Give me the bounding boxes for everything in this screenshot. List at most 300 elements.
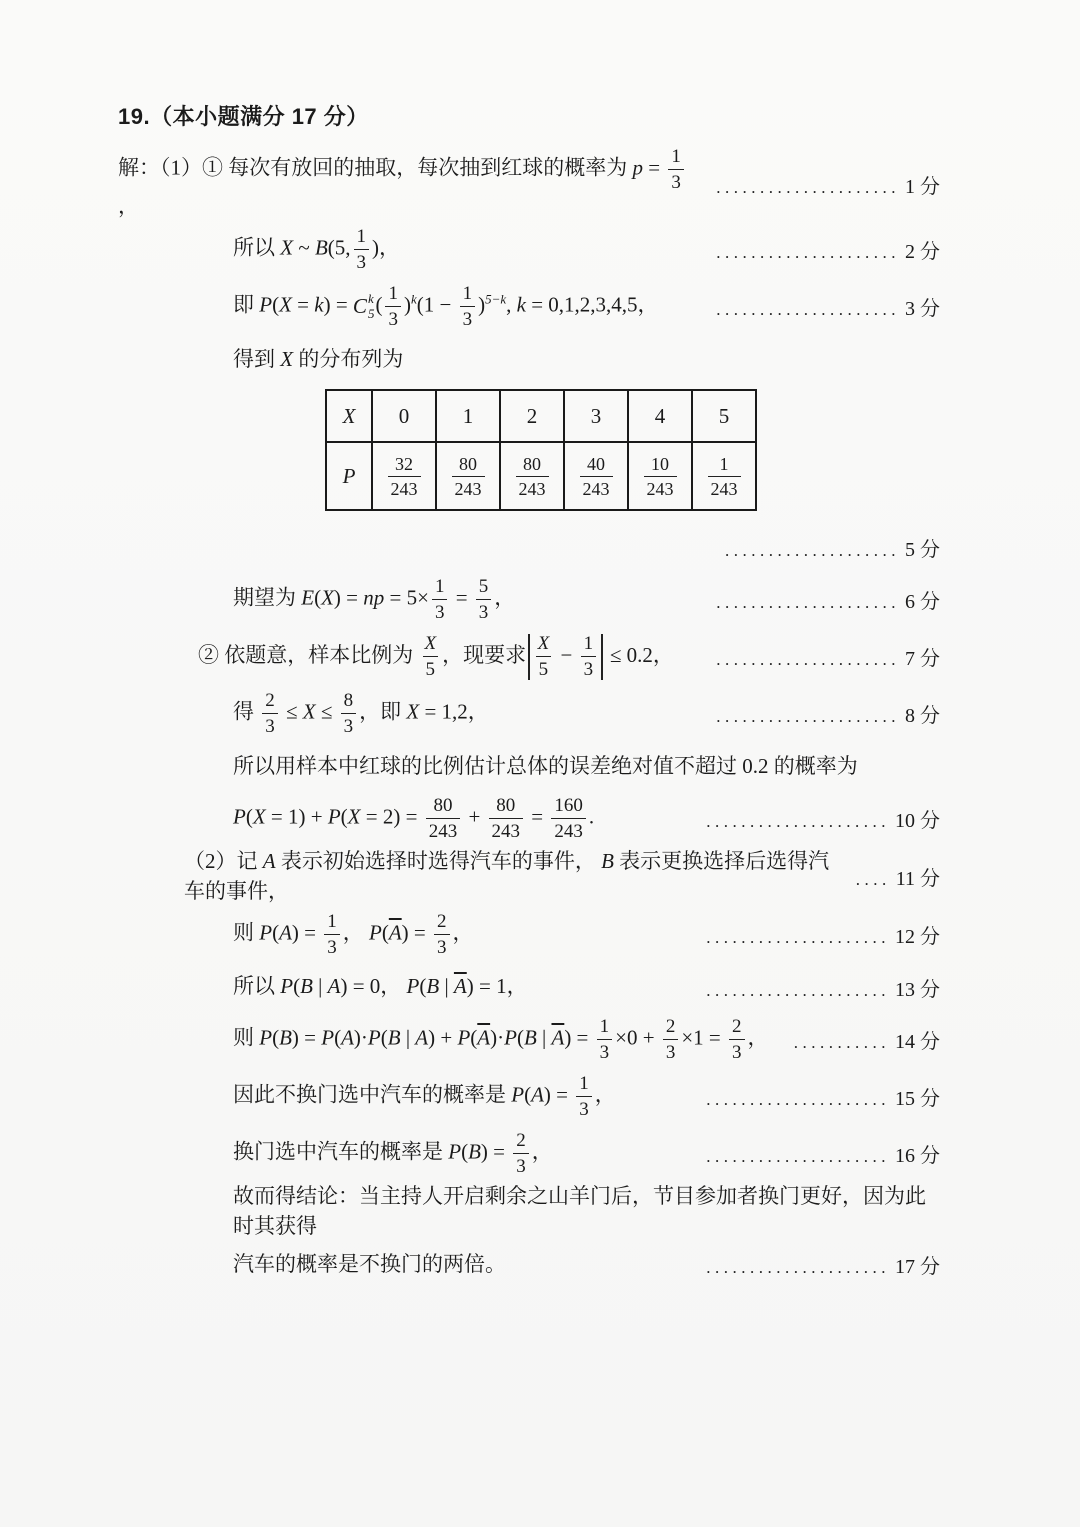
- fraction-denominator: 243: [388, 476, 421, 498]
- text-run: ≤: [315, 699, 338, 724]
- line-content: [198, 634, 674, 680]
- text-run: ，: [747, 1025, 769, 1050]
- text-run: 汽车的概率是不换门的两倍。: [233, 1252, 506, 1277]
- fraction-denominator: 3: [597, 1039, 613, 1062]
- fraction-denominator: 243: [426, 818, 461, 841]
- dot-leader: .....................: [716, 300, 900, 320]
- score-label: 5 分: [905, 538, 940, 561]
- text-run: ，现要求: [442, 642, 527, 667]
- text-run: = 1) +: [265, 804, 328, 829]
- math-variable: np: [363, 585, 385, 610]
- text-run: (: [272, 292, 280, 317]
- fraction: [354, 227, 370, 272]
- text-run: 表示更换选择后选得汽车的事件，: [184, 849, 830, 903]
- text-run: (: [245, 804, 253, 829]
- text-run: ) =: [291, 920, 322, 945]
- fraction-denominator: 3: [354, 249, 370, 272]
- solution-lines: [118, 147, 940, 1289]
- supsub-base: C: [352, 294, 367, 319]
- math-variable: A: [415, 1025, 429, 1050]
- fraction-denominator: 3: [668, 169, 684, 192]
- text-run: 表示初始选择时选得汽车的事件，: [275, 849, 602, 874]
- text-run: |: [400, 1025, 416, 1050]
- line-content: [233, 796, 594, 841]
- math-variable: X: [280, 346, 294, 371]
- table-p-value: [500, 442, 564, 510]
- table-x-value: 4: [628, 390, 692, 442]
- fraction-numerator: 80: [459, 453, 477, 474]
- line-content: [233, 972, 528, 1001]
- text-run: =: [643, 155, 666, 180]
- dot-leader: ...........: [793, 1033, 890, 1053]
- text-run: 因此不换门选中汽车的概率是: [233, 1082, 512, 1107]
- fraction-numerator: 1: [462, 283, 473, 305]
- score-label: 3 分: [905, 298, 940, 321]
- text-run: −: [555, 642, 578, 667]
- table-p-value: [628, 442, 692, 510]
- fraction: [385, 284, 401, 329]
- fraction: [422, 634, 440, 679]
- fraction-numerator: X: [537, 633, 550, 655]
- line-content: [184, 847, 846, 906]
- fraction: [516, 455, 549, 498]
- fraction-numerator: 1: [388, 283, 398, 305]
- text-run: ，: [342, 920, 369, 945]
- math-variable: X: [279, 292, 292, 317]
- math-variable: P: [233, 804, 246, 829]
- text-run: ，: [531, 1139, 553, 1164]
- line-step16: [233, 1125, 940, 1182]
- score-marker: [784, 1025, 940, 1054]
- text-run: |: [439, 974, 454, 999]
- fraction: [452, 455, 485, 498]
- score-marker: [696, 1139, 940, 1168]
- dot-leader: .....................: [706, 812, 890, 832]
- line-content: [233, 691, 489, 736]
- fraction-numerator: 80: [433, 795, 453, 817]
- score-label: 1 分: [905, 175, 940, 198]
- fraction: [668, 147, 684, 192]
- dot-leader: .....................: [716, 707, 900, 727]
- fraction-numerator: 1: [671, 146, 681, 167]
- text-run: 期望为: [233, 585, 302, 610]
- score-label: 15 分: [895, 1088, 940, 1111]
- math-variable: P: [259, 920, 273, 945]
- text-run: 所以: [233, 974, 281, 999]
- line-content: [233, 227, 400, 272]
- fraction-denominator: 243: [551, 818, 586, 841]
- line-step2: [233, 221, 940, 278]
- text-run: ): [478, 292, 486, 317]
- text-run: (: [380, 1025, 388, 1050]
- fraction-denominator: 3: [460, 306, 476, 329]
- text-run: 则: [233, 920, 260, 945]
- fraction-numerator: 80: [496, 795, 516, 817]
- score-marker: [715, 533, 940, 562]
- fraction-numerator: 10: [651, 453, 669, 474]
- text-run: ) =: [323, 292, 353, 317]
- score-marker: [706, 170, 940, 199]
- problem-number-heading: 19.（本小题满分 17 分）: [118, 104, 369, 129]
- math-variable: P: [369, 920, 382, 945]
- score-label: 7 分: [905, 648, 940, 671]
- math-variable: X: [280, 235, 294, 260]
- score-marker: [696, 973, 940, 1002]
- score-label: 14 分: [895, 1031, 940, 1054]
- math-variable: B: [300, 974, 313, 999]
- superscript: 5−k: [485, 291, 507, 307]
- line-content: [233, 1131, 553, 1176]
- score-marker: [706, 235, 940, 264]
- fraction: [460, 284, 476, 329]
- text-run: = 0,1,2,3,4,5，: [525, 292, 659, 317]
- score-label: 13 分: [895, 978, 940, 1001]
- math-variable: A: [327, 974, 341, 999]
- fraction-numerator: 1: [327, 911, 337, 933]
- line-step3: [233, 278, 940, 335]
- dot-leader: .....................: [706, 1147, 890, 1167]
- table-p-value: [372, 442, 436, 510]
- table-x-value: 0: [372, 390, 436, 442]
- math-variable: B: [601, 849, 614, 874]
- text-run: ) =: [480, 1139, 511, 1164]
- text-run: =: [450, 585, 473, 610]
- table-x-label: X: [326, 390, 372, 442]
- fraction: [576, 1074, 592, 1119]
- math-variable: P: [259, 292, 273, 317]
- dot-leader: .....................: [716, 593, 900, 613]
- fraction-numerator: 2: [265, 690, 275, 712]
- math-variable: A: [531, 1082, 544, 1107]
- math-variable: P: [504, 1025, 517, 1050]
- math-variable: B: [523, 1025, 537, 1050]
- text-run: )·: [353, 1025, 368, 1050]
- line-content: [118, 147, 706, 221]
- superscript: k: [410, 291, 417, 307]
- score-label: 12 分: [895, 926, 940, 949]
- line-table-intro: [233, 335, 940, 383]
- text-run: )·: [490, 1025, 505, 1050]
- text-run: (: [293, 974, 301, 999]
- table-x-value: 5: [692, 390, 756, 442]
- absolute-value-bar: [528, 634, 530, 680]
- text-run: 故而得结论：当主持人开启剩余之山羊门后，节目参加者换门更好，因为此时其获得: [233, 1184, 926, 1238]
- line-conclusion-1: [233, 1182, 940, 1241]
- dot-leader: .....................: [706, 980, 890, 1000]
- line-step13: [233, 963, 940, 1011]
- text-run: (5,: [327, 235, 351, 260]
- dot-leader: ....................: [725, 540, 900, 560]
- math-variable: B: [314, 235, 328, 260]
- fraction: [489, 796, 524, 841]
- dot-leader: .....................: [706, 1258, 890, 1278]
- text-run: ~: [293, 235, 315, 260]
- dot-leader: ....: [855, 870, 891, 890]
- text-run: ): [403, 292, 411, 317]
- math-variable: X: [252, 804, 266, 829]
- math-variable: P: [511, 1082, 525, 1107]
- line-content: [233, 577, 515, 622]
- fraction-denominator: 243: [644, 476, 677, 498]
- table-p-label: P: [326, 442, 372, 510]
- score-label: 11 分: [895, 868, 940, 891]
- line-step15: [233, 1068, 940, 1125]
- fraction-numerator: 160: [554, 795, 583, 817]
- fraction: [535, 634, 553, 679]
- math-variable: P: [327, 804, 341, 829]
- distribution-table: [325, 389, 757, 511]
- math-variable: P: [259, 1025, 273, 1050]
- fraction-denominator: 243: [452, 476, 485, 498]
- score-label: 10 分: [895, 810, 940, 833]
- math-variable: X: [406, 699, 420, 724]
- text-run: (: [340, 804, 348, 829]
- line-content: [233, 1250, 506, 1279]
- score-label: 17 分: [895, 1256, 940, 1279]
- text-run: ≤ 0.2，: [604, 642, 674, 667]
- fraction-denominator: 3: [434, 934, 450, 957]
- overline-variable: $\overline{A}$: [388, 920, 402, 945]
- text-run: .: [588, 804, 595, 829]
- score-label: 8 分: [905, 705, 940, 728]
- table-p-value: [564, 442, 628, 510]
- line-step8: [233, 685, 940, 742]
- fraction-numerator: 2: [437, 911, 447, 933]
- math-variable: P: [448, 1139, 462, 1164]
- fraction: [729, 1017, 745, 1062]
- line-content: [233, 752, 858, 781]
- dot-leader: .....................: [716, 177, 900, 197]
- fraction-numerator: 80: [523, 453, 541, 474]
- fraction-denominator: 3: [324, 934, 340, 957]
- score-marker: [706, 699, 940, 728]
- fraction-denominator: 243: [516, 476, 549, 498]
- absolute-value-bar: [601, 634, 603, 680]
- math-variable: P: [457, 1025, 471, 1050]
- text-run: (: [314, 585, 322, 610]
- score-marker: [696, 804, 940, 833]
- dot-leader: .....................: [716, 243, 900, 263]
- line-content: [233, 1182, 940, 1241]
- text-run: )，: [372, 235, 401, 260]
- text-run: ② 依题意，样本比例为: [198, 642, 419, 667]
- text-run: ) =: [333, 585, 364, 610]
- fraction-denominator: 3: [581, 656, 597, 679]
- line-step11: [184, 847, 940, 906]
- fraction-numerator: 1: [356, 226, 367, 248]
- text-run: = 2) =: [360, 804, 423, 829]
- score-marker: [706, 585, 940, 614]
- text-run: (: [272, 920, 280, 945]
- text-run: 所以: [233, 235, 281, 260]
- supsub-sup: k: [367, 290, 374, 306]
- fraction-numerator: 1: [599, 1016, 610, 1038]
- math-variable: X: [321, 585, 334, 610]
- line-conclusion-2: [233, 1241, 940, 1289]
- fraction-denominator: 3: [729, 1039, 745, 1062]
- score-label: 2 分: [905, 241, 940, 264]
- fraction-numerator: 32: [395, 453, 413, 474]
- line-content: [233, 1074, 616, 1119]
- math-variable: A: [262, 849, 276, 874]
- text-run: ) +: [428, 1025, 458, 1050]
- fraction: [580, 455, 613, 498]
- text-run: (: [419, 974, 427, 999]
- math-variable: X: [302, 699, 316, 724]
- table-x-value: 1: [436, 390, 500, 442]
- math-variable: B: [468, 1139, 481, 1164]
- line-content: [233, 345, 403, 374]
- math-variable: A: [341, 1025, 354, 1050]
- line-content: [233, 912, 474, 957]
- text-run: ) =: [401, 920, 431, 945]
- score-label: 16 分: [895, 1145, 940, 1168]
- text-run: ) =: [543, 1082, 574, 1107]
- fraction-numerator: 1: [579, 1073, 589, 1095]
- fraction: [426, 796, 461, 841]
- score-marker: [706, 292, 940, 321]
- fraction: [708, 455, 741, 498]
- score-marker: [696, 1082, 940, 1111]
- text-run: 的分布列为: [293, 346, 404, 371]
- fraction-denominator: 3: [576, 1096, 592, 1119]
- math-variable: B: [387, 1025, 401, 1050]
- math-variable: B: [426, 974, 440, 999]
- text-run: (: [524, 1082, 532, 1107]
- distribution-table-x-row: [326, 390, 756, 442]
- fraction: [551, 796, 586, 841]
- text-run: ，: [494, 585, 516, 610]
- fraction-numerator: 1: [583, 633, 594, 655]
- text-run: (: [516, 1025, 524, 1050]
- fraction: [324, 912, 340, 957]
- fraction-denominator: 3: [476, 599, 492, 622]
- text-run: (: [334, 1025, 342, 1050]
- text-run: ) = 1，: [466, 974, 528, 999]
- supsub-sub: 5: [367, 305, 375, 321]
- fraction-denominator: 243: [489, 818, 524, 841]
- fraction-numerator: 40: [587, 453, 605, 474]
- text-run: ≤: [280, 699, 303, 724]
- text-run: ) =: [564, 1025, 594, 1050]
- fraction-numerator: 8: [343, 690, 354, 712]
- fraction: [513, 1131, 529, 1176]
- table-p-value: [692, 442, 756, 510]
- math-variable: k: [516, 292, 526, 317]
- fraction: [432, 577, 448, 622]
- math-variable: P: [280, 974, 294, 999]
- score-label: 6 分: [905, 591, 940, 614]
- text-run: = 5×: [384, 585, 429, 610]
- line-text-estimate: [233, 742, 940, 790]
- line-step7: [198, 628, 940, 685]
- binomial-coefficient-symbol: [353, 292, 375, 322]
- text-run: ) = 0，: [340, 974, 407, 999]
- text-run: (: [375, 292, 383, 317]
- fraction-numerator: 2: [665, 1016, 676, 1038]
- distribution-table-p-row: [326, 442, 756, 510]
- math-variable: X: [347, 804, 361, 829]
- fraction-numerator: 1: [434, 576, 445, 598]
- fraction: [388, 455, 421, 498]
- score-marker: [696, 920, 940, 949]
- fraction-numerator: 2: [732, 1016, 742, 1038]
- fraction: [341, 691, 357, 736]
- math-variable: B: [279, 1025, 292, 1050]
- score-marker: [846, 862, 940, 891]
- fraction-denominator: 243: [580, 476, 613, 498]
- text-run: 换门选中汽车的概率是: [233, 1139, 449, 1164]
- text-run: ) =: [291, 1025, 322, 1050]
- fraction: [644, 455, 677, 498]
- line-content: [233, 284, 659, 329]
- fraction-denominator: 3: [341, 713, 357, 736]
- math-variable: P: [406, 974, 420, 999]
- text-run: 所以用样本中红球的比例估计总体的误差绝对值不超过 0.2 的概率为: [233, 753, 858, 778]
- text-run: ×1 =: [681, 1025, 727, 1050]
- overline-variable: $\overline{A}$: [477, 1025, 491, 1050]
- fraction-denominator: 3: [385, 306, 401, 329]
- dot-leader: .....................: [706, 1090, 890, 1110]
- dot-leader: .....................: [706, 928, 890, 948]
- line-content: [233, 1017, 769, 1062]
- score-marker: [696, 1250, 940, 1279]
- score-marker: [706, 642, 940, 671]
- fraction-denominator: 3: [262, 713, 278, 736]
- fraction-denominator: 3: [513, 1153, 529, 1176]
- math-variable: P: [321, 1025, 335, 1050]
- table-p-value: [436, 442, 500, 510]
- fraction: [597, 1017, 613, 1062]
- text-run: =: [526, 804, 549, 829]
- text-run: ，即: [359, 699, 407, 724]
- line-score5: [118, 523, 940, 571]
- line-step14: [233, 1011, 940, 1068]
- text-run: 解：（1）① 每次有放回的抽取，每次抽到红球的概率为: [118, 155, 633, 180]
- fraction-numerator: 2: [516, 1130, 526, 1152]
- text-run: ,: [506, 292, 517, 317]
- fraction: [663, 1017, 679, 1062]
- overline-variable: $\overline{A}$: [551, 1025, 565, 1050]
- text-run: |: [536, 1025, 552, 1050]
- math-variable: A: [279, 920, 292, 945]
- text-run: 得: [233, 699, 260, 724]
- fraction-denominator: 243: [708, 476, 741, 498]
- line-step1: [118, 147, 940, 221]
- text-run: (: [461, 1139, 469, 1164]
- text-run: = 1,2，: [419, 699, 489, 724]
- fraction-denominator: 3: [432, 599, 448, 622]
- line-step10: [233, 790, 940, 847]
- fraction-numerator: 1: [719, 453, 729, 474]
- text-run: (: [272, 1025, 280, 1050]
- fraction-numerator: 5: [478, 576, 489, 598]
- text-run: 则: [233, 1025, 260, 1050]
- fraction-denominator: 5: [536, 656, 552, 679]
- overline-variable: $\overline{A}$: [453, 974, 467, 999]
- table-x-value: 3: [564, 390, 628, 442]
- fraction: [581, 634, 597, 679]
- fraction-numerator: X: [424, 633, 437, 655]
- text-run: ，: [118, 194, 139, 218]
- line-step6: [233, 571, 940, 628]
- text-run: ×0 +: [615, 1025, 660, 1050]
- line-step12: [233, 906, 940, 963]
- dot-leader: .....................: [716, 650, 900, 670]
- math-variable: P: [367, 1025, 381, 1050]
- text-run: =: [291, 292, 315, 317]
- text-run: +: [463, 804, 486, 829]
